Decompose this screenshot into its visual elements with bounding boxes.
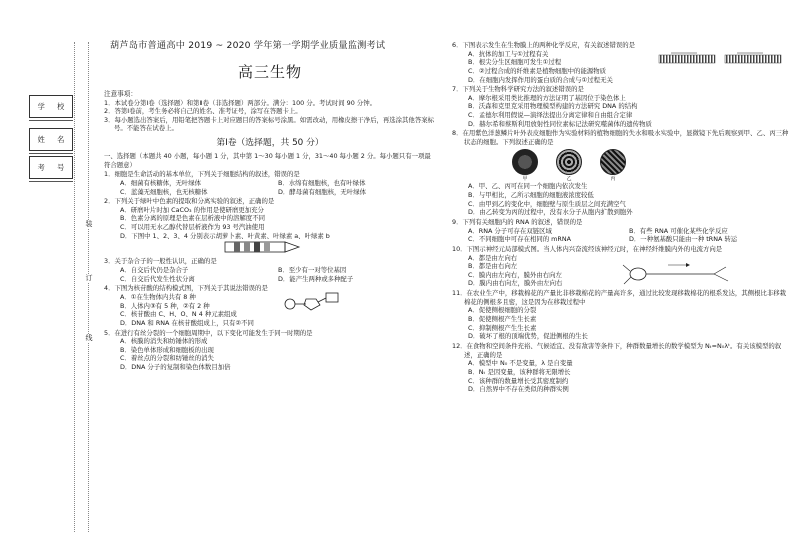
cell-label: 乙 <box>566 175 572 182</box>
option: B．Nₜ 是因变量，该种群将无限增长 <box>468 367 571 376</box>
question-stem: 8．在用紫色洋葱鳞片叶外表皮细胞作为实验材料的植物细胞的失水和吸水实验中，显微镜下先后观察到甲、乙、丙三种状态的细胞。下列叙述正确的是 <box>452 129 789 147</box>
question-7 <box>452 85 790 128</box>
question-10 <box>452 245 790 288</box>
option: C．可以用无水乙醇代替层析液作为 93 号汽油使用 <box>120 223 265 232</box>
option: C．由甲到乙的变化中，细胞壁与原生质层之间充满空气 <box>468 199 626 208</box>
cell-label: 丙 <box>610 175 616 182</box>
binding-char-zhuang: 装 <box>83 220 95 229</box>
question-stem: 4．下图为核苷酸的结构模式图，下列关于其说法错误的是 <box>104 284 268 293</box>
option: B．人体内③有 5 种，②有 2 种 <box>120 301 210 310</box>
option: D．由乙转变为丙的过程中，没有水分子从胞内扩散到胞外 <box>468 208 633 217</box>
binding-dotted-line <box>74 42 75 532</box>
question-stem: 7．下列关于生物科学研究方法的叙述错误的是 <box>452 85 584 94</box>
question-3 <box>104 257 436 283</box>
option: C．着丝点的分裂和纺锤丝的消失 <box>120 354 214 363</box>
question-stem: 1．细胞是生命活动的基本单位，下列关于细胞结构的叙述，错误的是 <box>104 170 300 179</box>
binding-margin <box>0 0 100 560</box>
option: A．细菌有核糖体，无叶绿体 <box>120 178 202 187</box>
chromatography-figure <box>104 240 436 256</box>
seat-label-box: 考 号 <box>29 156 73 179</box>
option: A．抗体的加工与①过程有关 <box>468 49 549 58</box>
option: C．②过程合成的纤维素是植物细胞中的能源物质 <box>468 66 607 75</box>
option: A．RNA 分子可存在双链区域 <box>468 226 552 235</box>
option: B．与甲相比，乙所示细胞的细胞液浓度较低 <box>468 191 594 200</box>
cell-yi-icon <box>556 149 582 175</box>
notice-item: 3．每小题选出答案后，用铅笔把答题卡上对应题目的答案标号涂黑。如需改动，用橡皮擦干净后，再选涂其他答案标号。不能答在试卷上。 <box>104 115 434 133</box>
option: A．促使侧根细胞的分裂 <box>468 306 537 315</box>
option: B．有些 RNA 可催化某些化学反应 <box>629 226 728 235</box>
exam-title: 葫芦岛市普通高中 2019 ~ 2020 学年第一学期学业质量监测考试 <box>110 40 386 51</box>
option: A．①在生物体内共有 8 种 <box>120 292 196 301</box>
membrane-reaction-icon <box>657 49 785 71</box>
option: C．孟德尔利用假说—演绎法提出分离定律和自由组合定律 <box>468 111 633 120</box>
name-write-line[interactable] <box>29 153 73 154</box>
option: C．不同细胞中可存在相同的 mRNA <box>468 235 571 244</box>
cell-label: 甲 <box>522 175 528 182</box>
question-9 <box>452 218 790 244</box>
option: A．研磨叶片时加 CaCO₃ 的作用是使研磨更加充分 <box>120 205 264 214</box>
school-write-line[interactable] <box>29 120 73 121</box>
question-stem: 3．关于杂合子的一般性认识，正确的是 <box>104 257 217 266</box>
option: B．沃森和克里克采用物理模型构建的方法研究 DNA 的结构 <box>468 102 638 111</box>
option: C．蓝藻无细胞核，也无核糖体 <box>120 187 208 196</box>
question-2 <box>104 197 436 256</box>
question-stem: 6．下图表示发生在生物膜上的两种化学反应，有关叙述错误的是 <box>452 41 636 49</box>
option: D．自然界中不存在类似的种群实例 <box>468 385 569 394</box>
binding-char-ding: 订 <box>83 274 95 283</box>
option: D．DNA 和 RNA 在核苷酸组成上，只有②不同 <box>120 318 254 327</box>
option: A．核膜的消失和纺锤体的形成 <box>120 337 208 346</box>
part1-title: 第Ⅰ卷（选择题，共 50 分） <box>216 138 324 149</box>
question-1 <box>104 170 436 196</box>
option: D．酵母菌有细胞核，无叶绿体 <box>278 187 366 196</box>
binding-dotted-line <box>88 42 89 532</box>
option: D．破坏了根的顶端优势，促进侧根的生长 <box>468 332 588 341</box>
part1-description: 一、选择题（本题共 40 小题，每小题 1 分，其中第 1～30 每小题 1 分，31～40 每小题 2 分。每小题只有一项最符合题意） <box>104 152 431 169</box>
school-label-box: 学 校 <box>29 95 73 118</box>
option: B．水绵有细胞核，也有叶绿体 <box>278 178 366 187</box>
right-column <box>452 40 790 394</box>
question-stem: 10．下图示神经元局部模式图。当人体内兴奋流经该神经元时，在神经纤维膜内外的电流方向是 <box>452 244 723 253</box>
question-11 <box>452 289 790 341</box>
question-stem: 2．下列关于绿叶中色素的提取和分离实验的叙述，正确的是 <box>104 197 275 206</box>
question-4 <box>104 284 436 327</box>
seat-write-line[interactable] <box>29 181 73 182</box>
option: A．都是由左向右 <box>468 253 518 262</box>
question-6 <box>452 41 790 84</box>
option: D．下图中 1、2、3、4 分别表示胡萝卜素、叶黄素、叶绿素 a、叶绿素 b <box>120 231 330 240</box>
option: D．膜内由右向左，膜外由左向右 <box>468 279 563 288</box>
option: D．赫尔希和蔡斯利用放射性同位素标记法研究噬菌体的遗传物质 <box>468 119 652 128</box>
notice-heading: 注意事项： <box>104 89 137 98</box>
nucleotide-diagram-icon <box>282 292 342 316</box>
question-stem: 5．在进行有丝分裂的一个细胞周期中，以下变化可能发生于同一时期的是 <box>104 328 313 337</box>
option: A．甲、乙、丙可在同一个细胞内依次发生 <box>468 182 588 191</box>
option: D．DNA 分子的复制和染色体数目加倍 <box>120 363 231 372</box>
option: B．促使侧根产生生长素 <box>468 315 537 324</box>
exam-subject: 高三生物 <box>237 63 302 82</box>
option: D．一种氨基酸只能由一种 tRNA 转运 <box>629 235 738 244</box>
option: A．摩尔根采用类比推理的方法证明了基因位于染色体上 <box>468 93 626 102</box>
binding-char-xian: 线 <box>83 334 95 343</box>
neuron-diagram-icon <box>622 259 732 289</box>
notice-item: 2．答第Ⅰ卷前，考生务必将自己的姓名、准考证号，涂写在答题卡上。 <box>104 107 302 116</box>
option: A．自交后代仍是杂合子 <box>120 266 189 275</box>
left-column <box>104 40 436 372</box>
option: B．染色单体形成和细胞板的出现 <box>120 345 214 354</box>
question-stem: 12．在食物和空间条件充裕、气候适宜、没有敌害等条件下，种群数量增长的数学模型为 Nₜ=N₀λᵗ。有关该模型的叙述，正确的是 <box>452 341 782 359</box>
option: C．该种群的数量增长受其密度制约 <box>468 376 569 385</box>
option: C．核苷酸由 C、H、O、N 4 种元素组成 <box>120 310 237 319</box>
option: B．根尖分生区细胞可发生①过程 <box>468 58 562 67</box>
option: C．自交后代发生性状分离 <box>120 274 195 283</box>
question-5 <box>104 329 436 372</box>
option: D．在细胞内发挥作用的蛋白质的合成与①过程无关 <box>468 75 613 84</box>
plasmolysis-figure <box>452 149 790 175</box>
question-12 <box>452 342 790 394</box>
cell-jia-icon <box>512 149 538 175</box>
option: C．抑制侧根产生生长素 <box>468 323 537 332</box>
chromatography-strip-icon <box>224 240 304 254</box>
name-label-box: 姓 名 <box>29 128 73 151</box>
question-stem: 9．下列有关细胞内的 RNA 的叙述，错误的是 <box>452 218 583 226</box>
option: B．至少有一对等位基因 <box>278 266 347 275</box>
notice-item: 1．本试卷分第Ⅰ卷（选择题）和第Ⅱ卷（非选择题）两部分。满分：100 分。考试时间 90 分钟。 <box>104 98 376 107</box>
option: B．都是由右向左 <box>468 262 518 271</box>
option: A．模型中 N₀ 不是变量，λ 是自变量 <box>468 359 573 368</box>
option: B．色素分离的原理是色素在层析液中的溶解度不同 <box>120 214 265 223</box>
question-stem: 11．在农业生产中，移栽棉花的产量比非移栽棉花的产量高许多，通过比较发现移栽棉花的根系发达，其侧根比非移栽棉花的侧根多且密，这是因为在移栽过程中 <box>452 289 787 306</box>
option: D．能产生两种或多种配子 <box>278 274 354 283</box>
question-8 <box>452 129 790 217</box>
cell-bing-icon <box>600 149 626 175</box>
option: C．膜内由左向右，膜外由右向左 <box>468 270 562 279</box>
